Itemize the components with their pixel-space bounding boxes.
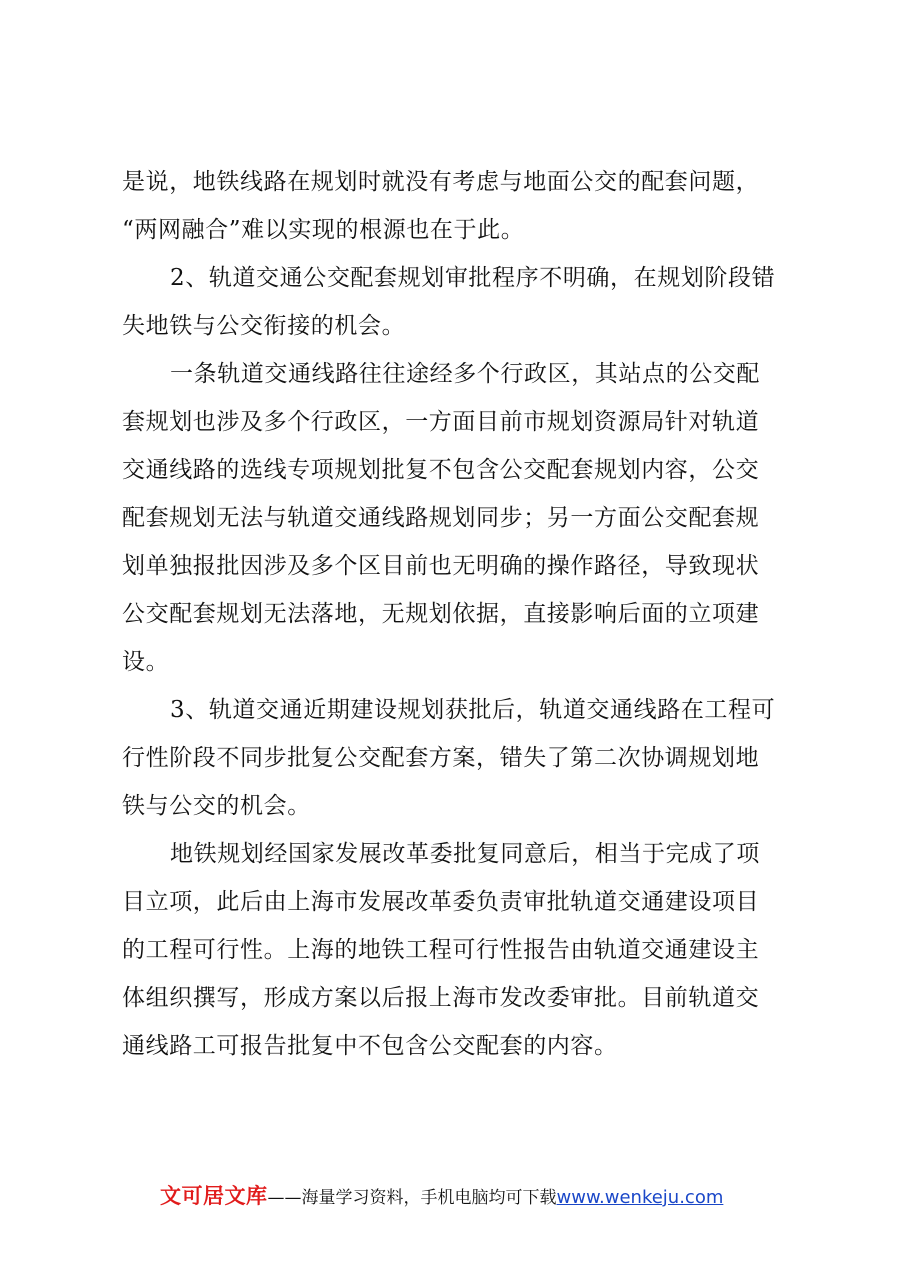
brand-name: 文可居文库 [160,1184,268,1208]
paragraph-line: 是说，地铁线路在规划时就没有考虑与地面公交的配套问题， [122,169,760,195]
paragraph-line: 公交配套规划无法落地，无规划依据，直接影响后面的立项建 [122,601,760,627]
paragraph-line: 交通线路的选线专项规划批复不包含公交配套规划内容，公交 [122,457,760,483]
paragraph-line: 通线路工可报告批复中不包含公交配套的内容。 [122,1033,618,1059]
paragraph-line: 失地铁与公交衔接的机会。 [122,313,406,339]
footer-banner [160,1180,800,1214]
paragraph-line: 3、轨道交通近期建设规划获批后，轨道交通线路在工程可 [170,697,776,723]
paragraph-line: 划单独报批因涉及多个区目前也无明确的操作路径，导致现状 [122,553,760,579]
footer-slogan: 海量学习资料，手机电脑均可下载 [301,1188,557,1208]
paragraph-2 [122,254,792,350]
paragraph-line: 一条轨道交通线路往往途经多个行政区，其站点的公交配 [170,361,760,387]
paragraph-line: 的工程可行性。上海的地铁工程可行性报告由轨道交通建设主 [122,937,760,963]
paragraph-line: 设。 [122,649,170,675]
paragraph-line: 铁与公交的机会。 [122,793,311,819]
paragraph-line: 套规划也涉及多个行政区，一方面目前市规划资源局针对轨道 [122,409,760,435]
footer-dash: —— [267,1188,302,1208]
paragraph-line: 2、轨道交通公交配套规划审批程序不明确，在规划阶段错 [170,265,776,291]
paragraph-line: “两网融合”难以实现的根源也在于此。 [122,217,525,243]
paragraph-line: 配套规划无法与轨道交通线路规划同步；另一方面公交配套规 [122,505,760,531]
paragraph-5 [122,830,792,1070]
paragraph-3 [122,350,792,686]
document-body [122,158,792,1070]
website-link[interactable]: www.wenkeju.com [556,1187,724,1208]
paragraph-line: 行性阶段不同步批复公交配套方案，错失了第二次协调规划地 [122,745,760,771]
paragraph-line: 目立项，此后由上海市发展改革委负责审批轨道交通建设项目 [122,889,760,915]
paragraph-1 [122,158,792,254]
paragraph-line: 体组织撰写，形成方案以后报上海市发改委审批。目前轨道交 [122,985,760,1011]
paragraph-4 [122,686,792,830]
paragraph-line: 地铁规划经国家发展改革委批复同意后，相当于完成了项 [170,841,760,867]
